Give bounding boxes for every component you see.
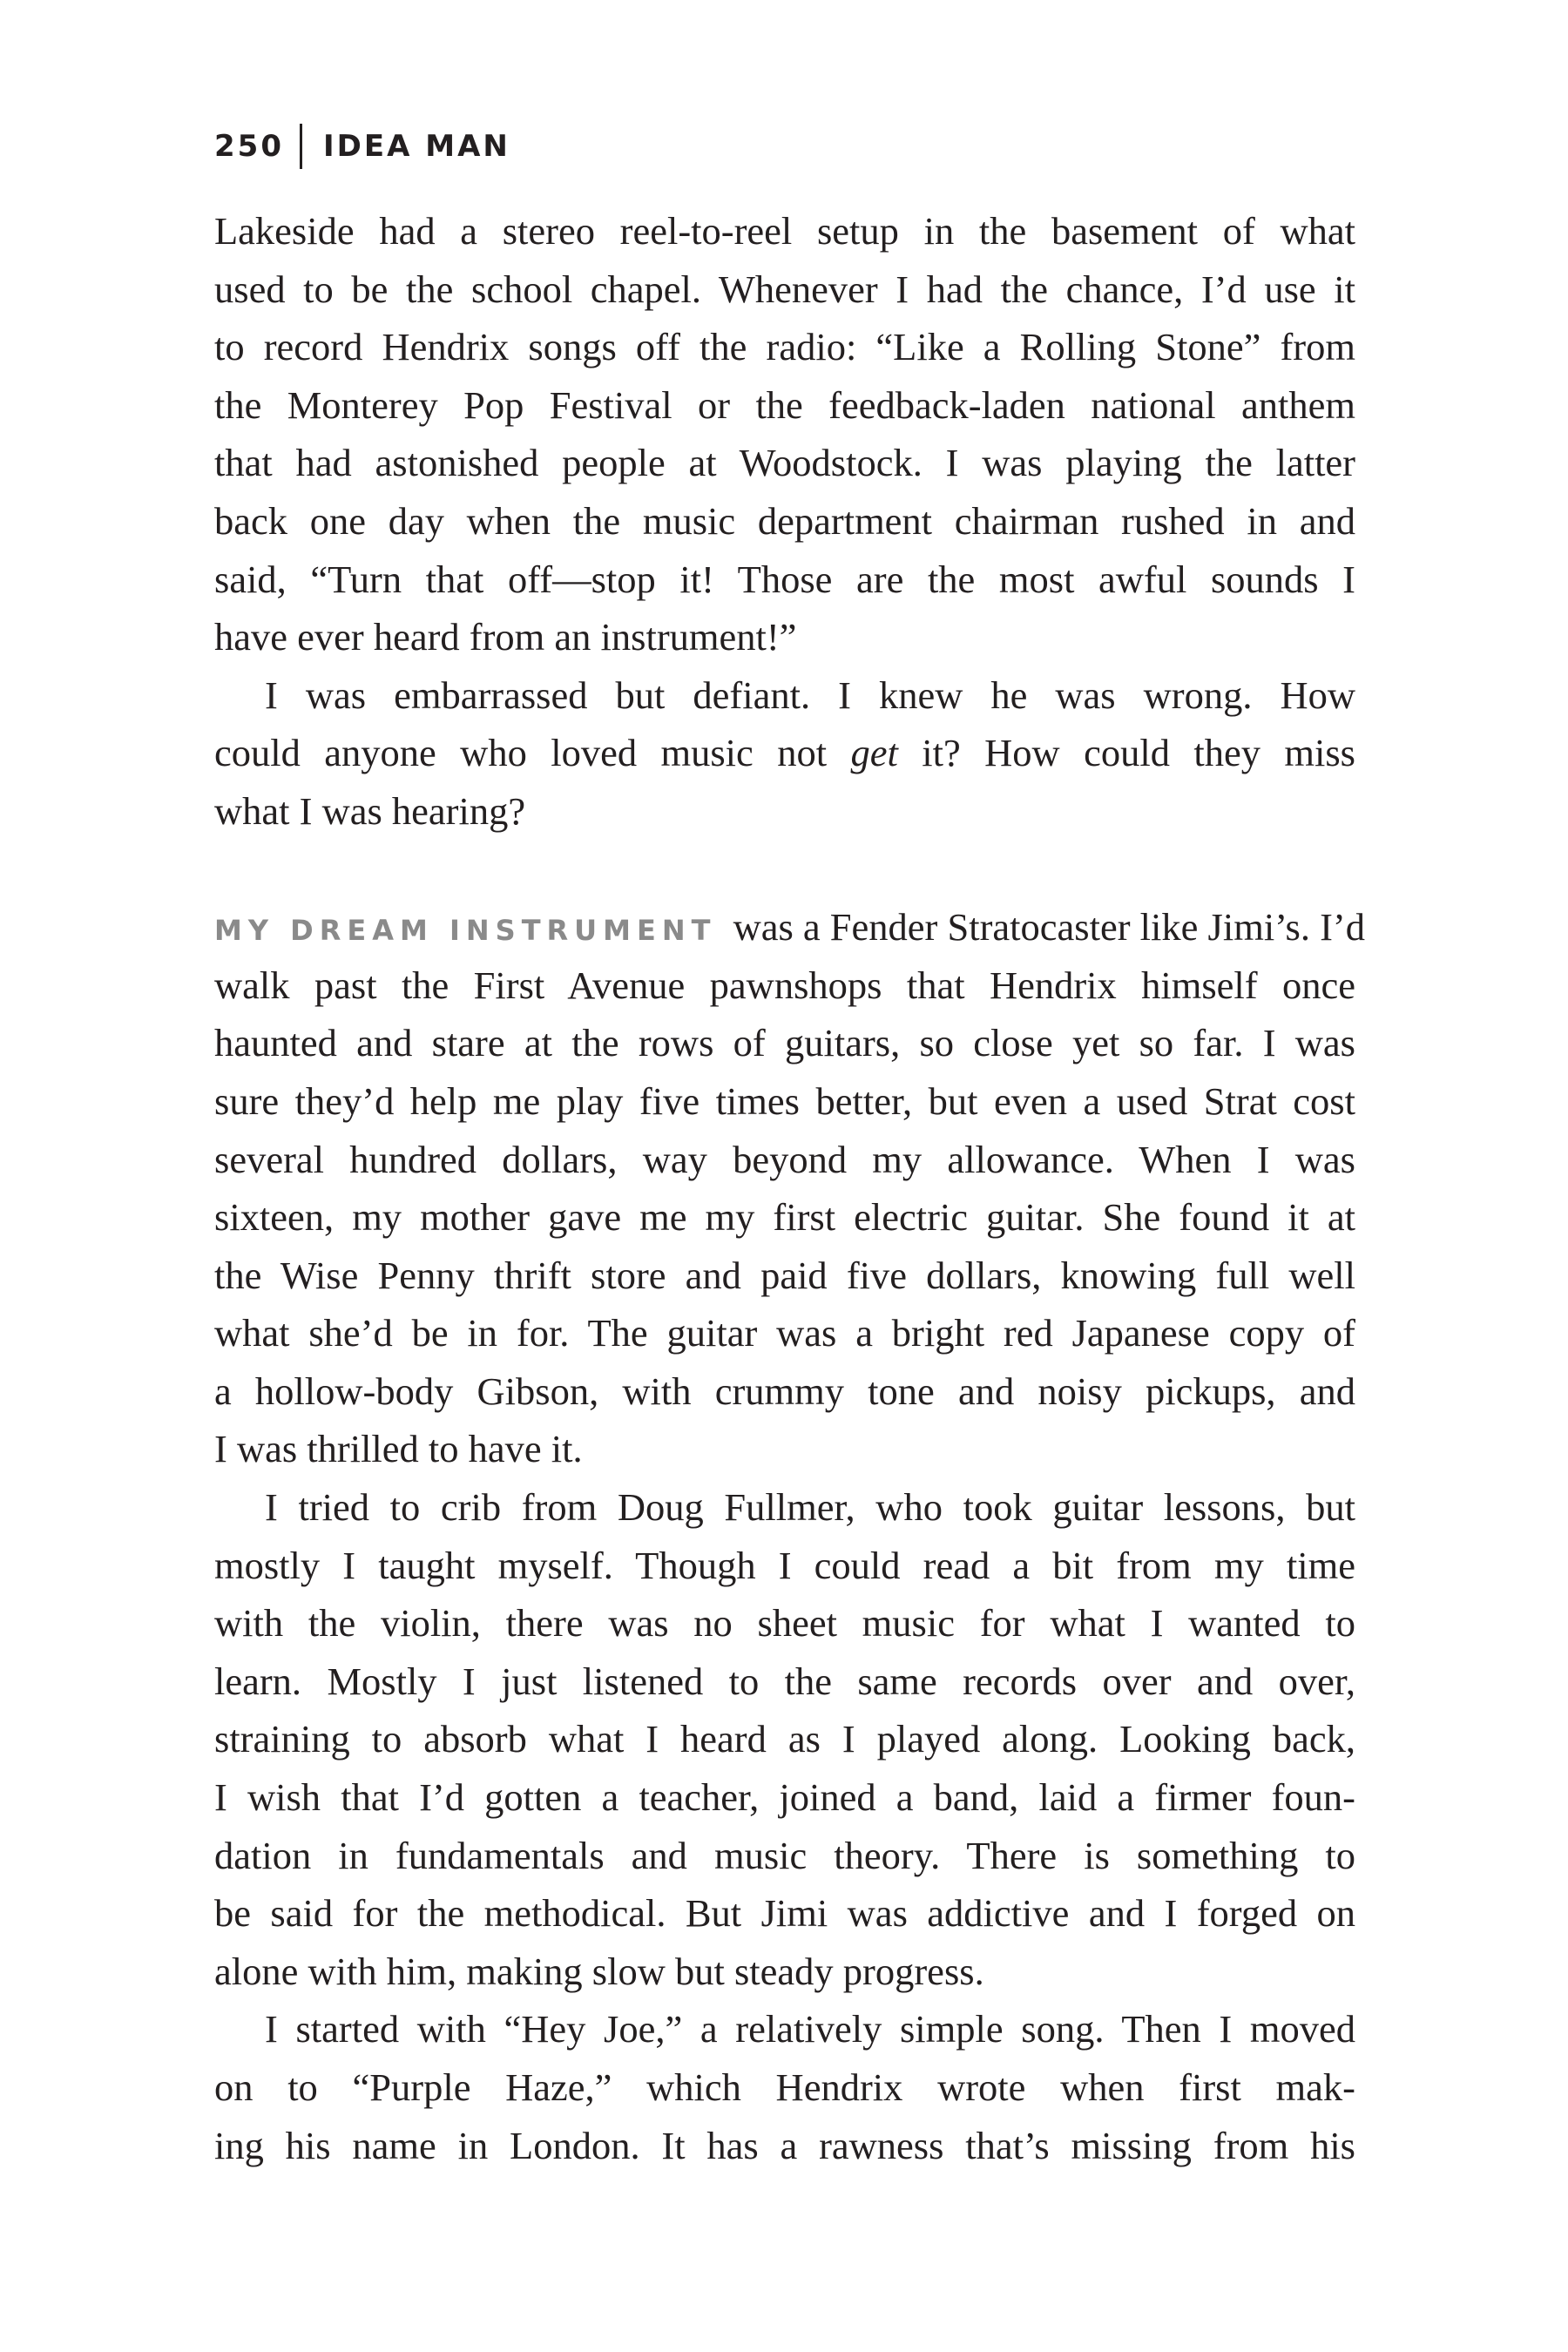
text-line: said, “Turn that off—stop it! Those are the most awful sounds I	[214, 557, 1355, 601]
text-line: mostly I taught myself. Though I could read a bit from my time	[214, 1543, 1355, 1587]
text-line: sixteen, my mother gave me my first electric guitar. She found it at	[214, 1195, 1355, 1240]
text-line: a hollow-body Gibson, with crummy tone and noisy pickups, and	[214, 1369, 1355, 1413]
text-line: several hundred dollars, way beyond my allowance. When I was	[214, 1137, 1355, 1181]
text-line: have ever heard from an instrument!”	[214, 615, 797, 659]
paragraph-3	[214, 898, 1366, 1478]
text-line: on to “Purple Haze,” which Hendrix wrote when first mak-	[214, 2065, 1355, 2109]
text-line-with-italic	[214, 724, 1355, 782]
text-line: be said for the methodical. But Jimi was addictive and I forged on	[214, 1891, 1355, 1936]
text-line: the Wise Penny thrift store and paid five dollars, knowing full well	[214, 1253, 1355, 1297]
text-line: ing his name in London. It has a rawness that’s missing from his	[214, 2123, 1355, 2167]
book-title: IDEA MAN	[322, 129, 510, 164]
text-line: I tried to crib from Doug Fullmer, who took guitar lessons, but	[265, 1485, 1355, 1530]
text-line: alone with him, making slow but steady progress.	[214, 1949, 984, 1993]
text-line: that had astonished people at Woodstock. I was playing the latter	[214, 441, 1355, 485]
text-line: haunted and stare at the rows of guitars, so close yet so far. I was	[214, 1021, 1355, 1065]
section-opening-line	[214, 898, 1366, 956]
section-lead-in: MY DREAM INSTRUMENT	[214, 914, 717, 948]
text-segment: could anyone who loved music not	[214, 731, 851, 775]
text-line: I wish that I’d gotten a teacher, joined a band, laid a firmer foun-	[214, 1775, 1355, 1820]
text-line: the Monterey Pop Festival or the feedback-laden national anthem	[214, 382, 1355, 427]
text-line: I was embarrassed but defiant. I knew he was wrong. How	[265, 672, 1355, 717]
paragraph-5	[214, 2000, 1355, 2174]
text-line: walk past the First Avenue pawnshops that Hendrix himself once	[214, 963, 1355, 1007]
paragraph-1	[214, 202, 1355, 666]
running-head	[214, 124, 510, 169]
text-segment: was a Fender Stratocaster like Jimi’s. I’d	[733, 905, 1366, 950]
text-line: back one day when the music department chairman rushed in and	[214, 498, 1355, 543]
body-text	[214, 202, 1366, 2174]
paragraph-4	[214, 1478, 1355, 2000]
text-line: used to be the school chapel. Whenever I had the chance, I’d use it	[214, 267, 1355, 311]
header-divider	[300, 124, 302, 169]
text-line: to record Hendrix songs off the radio: “Like a Rolling Stone” from	[214, 325, 1355, 369]
text-line: what I was hearing?	[214, 788, 526, 833]
text-line: sure they’d help me play five times better, but even a used Strat cost	[214, 1078, 1355, 1123]
paragraph-2	[214, 666, 1355, 841]
text-line: I started with “Hey Joe,” a relatively simple song. Then I moved	[265, 2007, 1355, 2051]
text-segment: it? How could they miss	[897, 731, 1355, 775]
text-line: with the violin, there was no sheet music for what I wanted to	[214, 1601, 1355, 1646]
text-line: Lakeside had a stereo reel-to-reel setup in the basement of what	[214, 209, 1355, 253]
text-line: I was thrilled to have it.	[214, 1427, 583, 1471]
page-number: 250	[214, 129, 284, 164]
text-line: learn. Mostly I just listened to the same records over and over,	[214, 1659, 1355, 1703]
text-line: straining to absorb what I heard as I played along. Looking back,	[214, 1717, 1355, 1761]
italic-word: get	[850, 731, 898, 775]
section-break	[214, 841, 1355, 899]
text-line: dation in fundamentals and music theory. There is something to	[214, 1833, 1355, 1877]
text-line: what she’d be in for. The guitar was a bright red Japanese copy of	[214, 1311, 1355, 1355]
